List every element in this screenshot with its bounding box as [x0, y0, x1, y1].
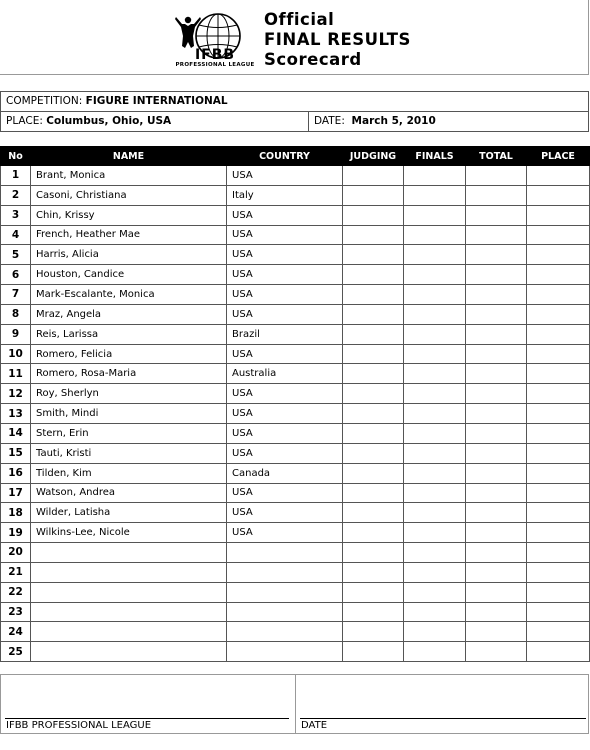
- competition-cell: [1, 92, 228, 111]
- judging-score-cell: [343, 404, 404, 424]
- place-cell: [527, 364, 590, 384]
- total-score-cell: [466, 602, 527, 622]
- finals-score-cell: [404, 483, 466, 503]
- column-header-place: PLACE: [527, 147, 590, 166]
- competitor-country: [227, 622, 343, 642]
- table-row: [1, 166, 590, 186]
- place-cell: [527, 443, 590, 463]
- place-cell: [527, 344, 590, 364]
- place-cell: [527, 423, 590, 443]
- total-score-cell: [466, 304, 527, 324]
- finals-score-cell: [404, 245, 466, 265]
- judging-score-cell: [343, 384, 404, 404]
- total-score-cell: [466, 285, 527, 305]
- total-score-cell: [466, 384, 527, 404]
- judging-score-cell: [343, 463, 404, 483]
- place-cell: [527, 503, 590, 523]
- competitor-name: Watson, Andrea: [31, 483, 227, 503]
- row-number: 23: [1, 602, 31, 622]
- signature-line-date: [300, 718, 586, 719]
- table-row: [1, 285, 590, 305]
- table-row: [1, 265, 590, 285]
- competitor-name: Brant, Monica: [31, 166, 227, 186]
- row-number: 8: [1, 304, 31, 324]
- competitor-country: USA: [227, 344, 343, 364]
- competitor-name: Houston, Candice: [31, 265, 227, 285]
- competitor-name: Tauti, Kristi: [31, 443, 227, 463]
- row-number: 7: [1, 285, 31, 305]
- row-number: 18: [1, 503, 31, 523]
- table-header-row: [1, 147, 590, 166]
- place-cell: [527, 324, 590, 344]
- total-score-cell: [466, 543, 527, 563]
- row-number: 14: [1, 423, 31, 443]
- competitor-country: USA: [227, 443, 343, 463]
- competitor-country: USA: [227, 404, 343, 424]
- competition-label: COMPETITION:: [6, 95, 83, 107]
- column-header-no: No: [1, 147, 31, 166]
- finals-score-cell: [404, 622, 466, 642]
- competitor-name: Harris, Alicia: [31, 245, 227, 265]
- judging-score-cell: [343, 205, 404, 225]
- competitor-name: Romero, Felicia: [31, 344, 227, 364]
- total-score-cell: [466, 324, 527, 344]
- place-cell: [1, 112, 309, 131]
- page-title: [264, 10, 411, 70]
- footer-divider: [295, 675, 296, 733]
- row-number: 5: [1, 245, 31, 265]
- total-score-cell: [466, 503, 527, 523]
- row-number: 15: [1, 443, 31, 463]
- judging-score-cell: [343, 324, 404, 344]
- judging-score-cell: [343, 483, 404, 503]
- competitor-name: Reis, Larissa: [31, 324, 227, 344]
- table-row: [1, 642, 590, 662]
- place-cell: [527, 245, 590, 265]
- place-cell: [527, 622, 590, 642]
- judging-score-cell: [343, 423, 404, 443]
- judging-score-cell: [343, 642, 404, 662]
- competitor-country: Italy: [227, 185, 343, 205]
- place-cell: [527, 404, 590, 424]
- place-cell: [527, 205, 590, 225]
- table-row: [1, 324, 590, 344]
- title-line-1: Official: [264, 10, 335, 29]
- place-cell: [527, 543, 590, 563]
- table-row: [1, 245, 590, 265]
- competitor-name: Chin, Krissy: [31, 205, 227, 225]
- row-number: 3: [1, 205, 31, 225]
- competitor-country: Canada: [227, 463, 343, 483]
- total-score-cell: [466, 622, 527, 642]
- judging-score-cell: [343, 166, 404, 186]
- competitor-name: Wilkins-Lee, Nicole: [31, 523, 227, 543]
- finals-score-cell: [404, 423, 466, 443]
- place-cell: [527, 523, 590, 543]
- competitor-country: USA: [227, 166, 343, 186]
- row-number: 1: [1, 166, 31, 186]
- table-row: [1, 364, 590, 384]
- row-number: 12: [1, 384, 31, 404]
- total-score-cell: [466, 166, 527, 186]
- column-header-judging: JUDGING: [343, 147, 404, 166]
- date-signature-label: DATE: [301, 720, 328, 731]
- finals-score-cell: [404, 166, 466, 186]
- table-row: [1, 582, 590, 602]
- judging-score-cell: [343, 304, 404, 324]
- judging-score-cell: [343, 622, 404, 642]
- judging-score-cell: [343, 562, 404, 582]
- row-number: 22: [1, 582, 31, 602]
- table-row: [1, 523, 590, 543]
- competitor-country: [227, 642, 343, 662]
- competitor-country: USA: [227, 423, 343, 443]
- row-number: 4: [1, 225, 31, 245]
- competitor-country: USA: [227, 225, 343, 245]
- place-cell: [527, 185, 590, 205]
- judging-score-cell: [343, 225, 404, 245]
- table-row: [1, 602, 590, 622]
- competitor-country: Australia: [227, 364, 343, 384]
- total-score-cell: [466, 523, 527, 543]
- place-cell: [527, 384, 590, 404]
- logo-subtext: PROFESSIONAL LEAGUE: [175, 62, 255, 68]
- table-row: [1, 443, 590, 463]
- finals-score-cell: [404, 304, 466, 324]
- column-header-finals: FINALS: [404, 147, 466, 166]
- row-number: 19: [1, 523, 31, 543]
- total-score-cell: [466, 205, 527, 225]
- place-cell: [527, 285, 590, 305]
- judging-score-cell: [343, 503, 404, 523]
- competitor-name: Casoni, Christiana: [31, 185, 227, 205]
- competition-row: [1, 92, 588, 111]
- total-score-cell: [466, 185, 527, 205]
- place-cell: [527, 582, 590, 602]
- date-cell: [309, 112, 436, 131]
- row-number: 17: [1, 483, 31, 503]
- results-table: [0, 146, 590, 662]
- table-row: [1, 205, 590, 225]
- total-score-cell: [466, 642, 527, 662]
- row-number: 13: [1, 404, 31, 424]
- finals-score-cell: [404, 523, 466, 543]
- finals-score-cell: [404, 364, 466, 384]
- judging-score-cell: [343, 523, 404, 543]
- finals-score-cell: [404, 642, 466, 662]
- competition-info: [0, 91, 589, 132]
- finals-score-cell: [404, 344, 466, 364]
- row-number: 24: [1, 622, 31, 642]
- finals-score-cell: [404, 285, 466, 305]
- title-line-2: FINAL RESULTS: [264, 30, 411, 49]
- column-header-total: TOTAL: [466, 147, 527, 166]
- place-cell: [527, 166, 590, 186]
- competitor-country: USA: [227, 304, 343, 324]
- table-row: [1, 225, 590, 245]
- judging-score-cell: [343, 602, 404, 622]
- signature-line-league: [5, 718, 289, 719]
- total-score-cell: [466, 483, 527, 503]
- row-number: 25: [1, 642, 31, 662]
- competition-value: FIGURE INTERNATIONAL: [85, 95, 228, 107]
- competitor-name: French, Heather Mae: [31, 225, 227, 245]
- finals-score-cell: [404, 602, 466, 622]
- place-cell: [527, 602, 590, 622]
- finals-score-cell: [404, 384, 466, 404]
- table-row: [1, 463, 590, 483]
- finals-score-cell: [404, 185, 466, 205]
- judging-score-cell: [343, 443, 404, 463]
- total-score-cell: [466, 265, 527, 285]
- finals-score-cell: [404, 503, 466, 523]
- table-row: [1, 423, 590, 443]
- logo-ifbb-text: IFBB: [194, 47, 236, 63]
- signature-footer: [0, 674, 589, 734]
- finals-score-cell: [404, 404, 466, 424]
- place-date-row: [1, 111, 588, 131]
- competitor-country: USA: [227, 205, 343, 225]
- finals-score-cell: [404, 463, 466, 483]
- scorecard-header: [0, 0, 589, 75]
- judging-score-cell: [343, 364, 404, 384]
- judging-score-cell: [343, 265, 404, 285]
- judging-score-cell: [343, 543, 404, 563]
- competitor-country: USA: [227, 265, 343, 285]
- row-number: 2: [1, 185, 31, 205]
- competitor-name: Mraz, Angela: [31, 304, 227, 324]
- row-number: 10: [1, 344, 31, 364]
- total-score-cell: [466, 423, 527, 443]
- table-row: [1, 404, 590, 424]
- table-row: [1, 503, 590, 523]
- competitor-name: [31, 602, 227, 622]
- table-row: [1, 543, 590, 563]
- judging-score-cell: [343, 245, 404, 265]
- table-row: [1, 304, 590, 324]
- place-cell: [527, 304, 590, 324]
- total-score-cell: [466, 404, 527, 424]
- table-row: [1, 344, 590, 364]
- competitor-country: USA: [227, 523, 343, 543]
- competitor-name: Stern, Erin: [31, 423, 227, 443]
- competitor-name: Smith, Mindi: [31, 404, 227, 424]
- competitor-name: [31, 582, 227, 602]
- row-number: 21: [1, 562, 31, 582]
- table-row: [1, 483, 590, 503]
- competitor-country: USA: [227, 483, 343, 503]
- competitor-country: [227, 562, 343, 582]
- judging-score-cell: [343, 285, 404, 305]
- competitor-country: [227, 543, 343, 563]
- table-row: [1, 384, 590, 404]
- competitor-country: USA: [227, 245, 343, 265]
- row-number: 9: [1, 324, 31, 344]
- finals-score-cell: [404, 443, 466, 463]
- results-table-body: [1, 166, 590, 662]
- total-score-cell: [466, 443, 527, 463]
- place-cell: [527, 642, 590, 662]
- competitor-country: Brazil: [227, 324, 343, 344]
- total-score-cell: [466, 582, 527, 602]
- competitor-name: Mark-Escalante, Monica: [31, 285, 227, 305]
- date-value: March 5, 2010: [351, 115, 436, 127]
- finals-score-cell: [404, 324, 466, 344]
- column-header-name: NAME: [31, 147, 227, 166]
- competitor-country: USA: [227, 384, 343, 404]
- finals-score-cell: [404, 225, 466, 245]
- competitor-name: [31, 622, 227, 642]
- competitor-name: [31, 642, 227, 662]
- competitor-name: Tilden, Kim: [31, 463, 227, 483]
- table-row: [1, 622, 590, 642]
- competitor-name: Romero, Rosa-Maria: [31, 364, 227, 384]
- date-label: DATE:: [314, 115, 345, 127]
- total-score-cell: [466, 225, 527, 245]
- competitor-name: Roy, Sherlyn: [31, 384, 227, 404]
- logo-wordmark: [170, 48, 260, 68]
- column-header-country: COUNTRY: [227, 147, 343, 166]
- competitor-name: Wilder, Latisha: [31, 503, 227, 523]
- league-signature-label: IFBB PROFESSIONAL LEAGUE: [6, 720, 152, 731]
- finals-score-cell: [404, 582, 466, 602]
- finals-score-cell: [404, 265, 466, 285]
- row-number: 16: [1, 463, 31, 483]
- table-row: [1, 185, 590, 205]
- competitor-country: [227, 582, 343, 602]
- place-cell: [527, 265, 590, 285]
- place-cell: [527, 562, 590, 582]
- judging-score-cell: [343, 582, 404, 602]
- row-number: 11: [1, 364, 31, 384]
- competitor-name: [31, 543, 227, 563]
- competitor-country: [227, 602, 343, 622]
- row-number: 6: [1, 265, 31, 285]
- place-cell: [527, 483, 590, 503]
- competitor-name: [31, 562, 227, 582]
- place-value: Columbus, Ohio, USA: [46, 115, 172, 127]
- place-cell: [527, 463, 590, 483]
- title-line-3: Scorecard: [264, 50, 362, 69]
- total-score-cell: [466, 344, 527, 364]
- place-label: PLACE:: [6, 115, 43, 127]
- total-score-cell: [466, 463, 527, 483]
- competitor-country: USA: [227, 503, 343, 523]
- finals-score-cell: [404, 562, 466, 582]
- total-score-cell: [466, 245, 527, 265]
- table-row: [1, 562, 590, 582]
- judging-score-cell: [343, 185, 404, 205]
- finals-score-cell: [404, 205, 466, 225]
- competitor-country: USA: [227, 285, 343, 305]
- row-number: 20: [1, 543, 31, 563]
- total-score-cell: [466, 364, 527, 384]
- judging-score-cell: [343, 344, 404, 364]
- place-cell: [527, 225, 590, 245]
- finals-score-cell: [404, 543, 466, 563]
- total-score-cell: [466, 562, 527, 582]
